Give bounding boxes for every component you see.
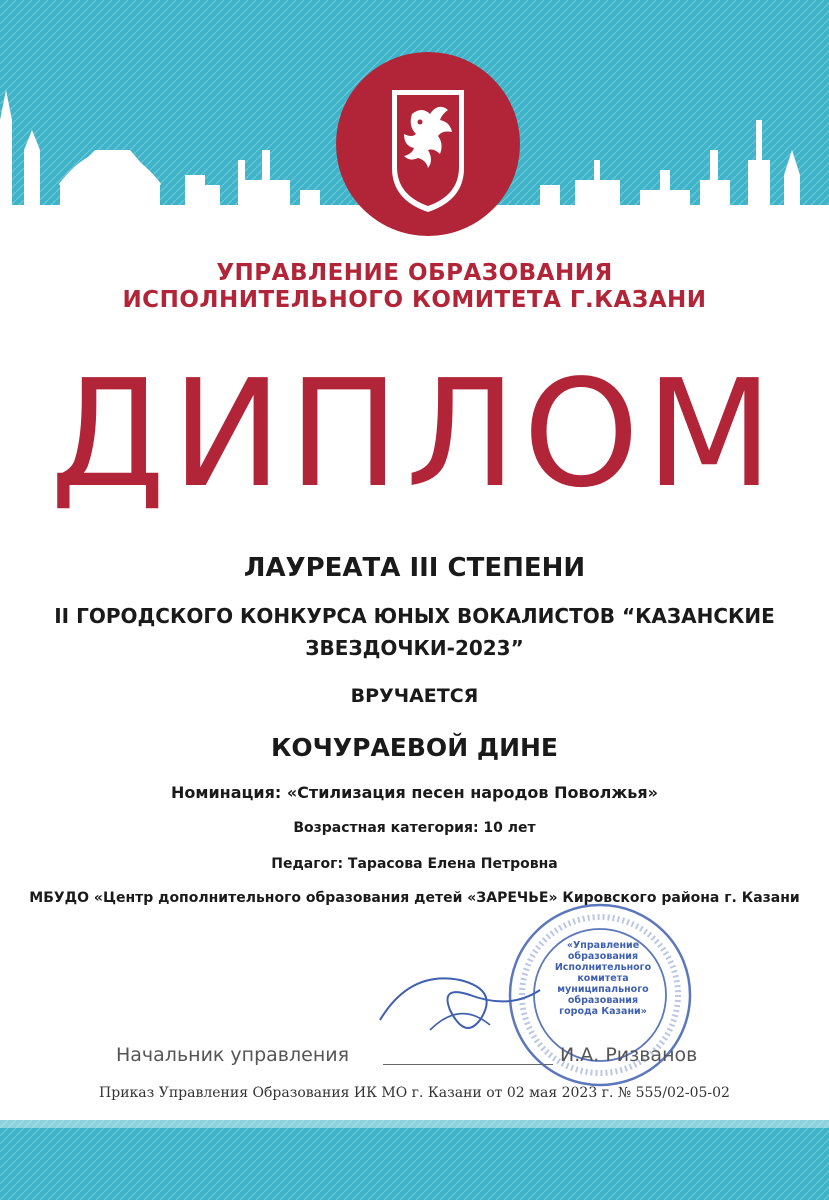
diploma-title: ДИПЛОМ — [49, 348, 780, 520]
handwritten-signature — [370, 950, 550, 1050]
order-reference: Приказ Управления Образования ИК МО г. Казани от 02 мая 2023 г. № 555/02-05-02 — [99, 1085, 730, 1101]
signatory-name: И.А. Ризванов — [560, 1044, 698, 1066]
kazan-coat-of-arms-icon — [334, 50, 522, 238]
age-category: Возрастная категория: 10 лет — [293, 820, 536, 836]
seal-text-line-1: «Управление — [566, 940, 640, 951]
contest-name-line-1: II ГОРОДСКОГО КОНКУРСА ЮНЫХ ВОКАЛИСТОВ “КАЗАНСКИЕ — [54, 604, 775, 628]
organization-line-1: УПРАВЛЕНИЕ ОБРАЗОВАНИЯ — [216, 260, 613, 286]
awarded-label: ВРУЧАЕТСЯ — [350, 685, 479, 707]
institution: МБУДО «Центр дополнительного образования детей «ЗАРЕЧЬЕ» Кировского района г. Казани — [29, 890, 800, 906]
seal-text-line-5: муниципального — [557, 984, 649, 995]
seal-text-line-7: города Казани» — [559, 1006, 647, 1017]
teacher: Педагог: Тарасова Елена Петровна — [271, 856, 558, 872]
organization-line-2: ИСПОЛНИТЕЛЬНОГО КОМИТЕТА Г.КАЗАНИ — [122, 287, 707, 313]
seal-text-line-2: образования — [567, 951, 639, 962]
seal-text-line-4: комитета — [577, 973, 629, 984]
footer-band — [0, 1120, 829, 1200]
signature-line — [383, 1064, 553, 1065]
seal-text-line-3: Исполнительного — [554, 962, 652, 973]
contest-name-line-2: ЗВЕЗДОЧКИ-2023” — [305, 636, 524, 660]
seal-text-line-6: образования — [567, 995, 639, 1006]
recipient-name: КОЧУРАЕВОЙ ДИНЕ — [270, 733, 559, 762]
signatory-role: Начальник управления — [116, 1044, 350, 1066]
nomination: Номинация: «Стилизация песен народов Поволжья» — [171, 783, 658, 802]
laureate-degree: ЛАУРЕАТА III СТЕПЕНИ — [243, 553, 586, 583]
